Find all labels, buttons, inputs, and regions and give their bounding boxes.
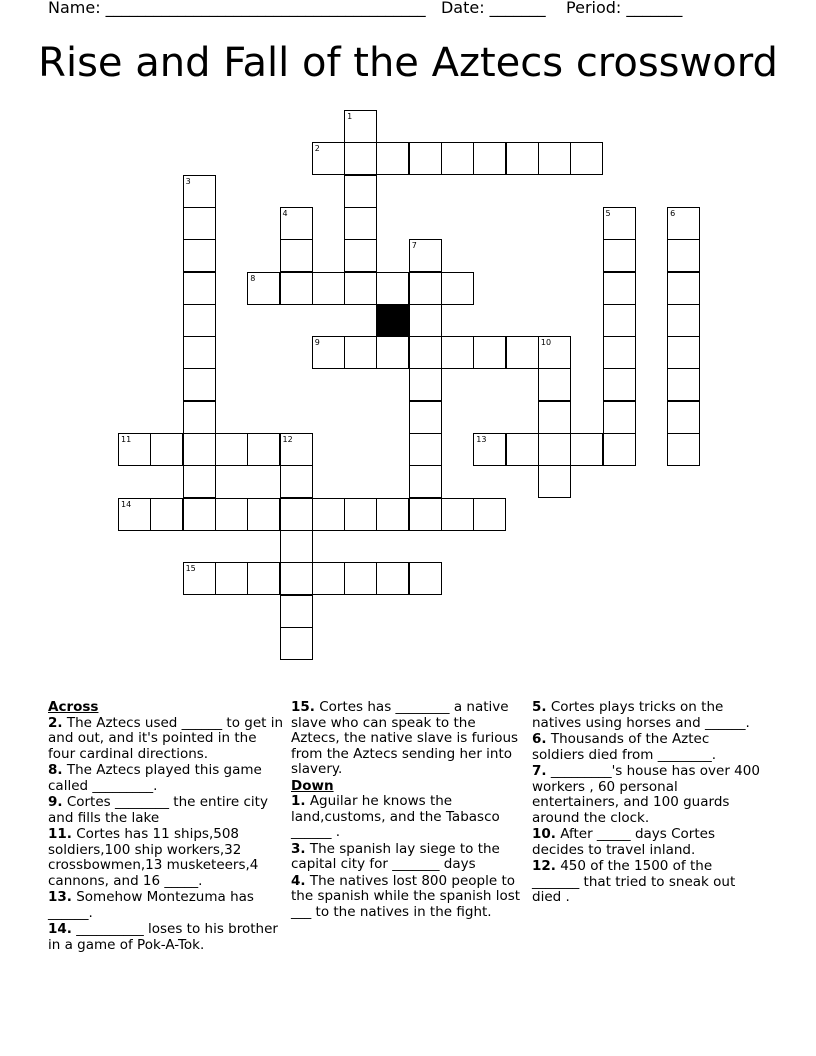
clue-across-13: 13. Somehow Montezuma has ______. (48, 889, 254, 921)
grid-cell[interactable] (183, 433, 216, 466)
clue-down-5: 5. Cortes plays tricks on the natives using horses and ______. (532, 699, 750, 731)
clue-number: 3 (185, 176, 191, 186)
clue-number: 4 (282, 208, 288, 218)
grid-cell[interactable] (344, 239, 377, 272)
clue-down-6: 6. Thousands of the Aztec soldiers died from ________. (532, 731, 717, 763)
clue-number: 9 (314, 338, 320, 348)
clue-number: 6 (670, 208, 676, 218)
grid-cell[interactable] (247, 562, 280, 595)
grid-cell[interactable] (603, 272, 636, 305)
grid-cell[interactable] (344, 142, 377, 175)
clue-number: 1 (347, 112, 353, 121)
down-heading: Down (291, 777, 334, 794)
grid-cell[interactable] (441, 272, 474, 305)
grid-cell[interactable] (506, 433, 539, 466)
grid-cell[interactable] (344, 110, 377, 143)
grid-cell[interactable] (603, 304, 636, 337)
grid-cell[interactable] (667, 304, 700, 337)
grid-cell[interactable] (247, 498, 280, 531)
clue-down-7: 7. _________'s house has over 400 workers , 60 personal entertainers, and 100 guards around the clock. (532, 763, 760, 826)
grid-cell[interactable] (280, 272, 313, 305)
grid-cell[interactable] (215, 498, 248, 531)
grid-cell[interactable] (344, 272, 377, 305)
grid-cell[interactable] (344, 207, 377, 240)
grid-cell[interactable] (183, 562, 216, 595)
grid-cell[interactable] (441, 142, 474, 175)
grid-cell[interactable] (506, 142, 539, 175)
grid-cell[interactable] (538, 336, 571, 369)
grid-cell[interactable] (409, 336, 442, 369)
grid-cell[interactable] (603, 401, 636, 434)
date-field[interactable]: Date: _______ (440, 0, 546, 17)
grid-cell[interactable] (603, 433, 636, 466)
grid-cell[interactable] (312, 272, 345, 305)
grid-cell[interactable] (603, 207, 636, 240)
clues-column-2 (291, 700, 527, 921)
grid-cell-blocked (376, 304, 409, 337)
clue-number: 15 (185, 564, 196, 574)
clue-across-14: 14. __________ loses to his brother in a game of Pok-A-Tok. (48, 921, 278, 953)
grid-cell[interactable] (376, 498, 409, 531)
grid-cell[interactable] (280, 530, 313, 563)
grid-cell[interactable] (409, 498, 442, 531)
clue-across-8: 8. The Aztecs played this game called _________. (48, 762, 262, 794)
grid-cell[interactable] (312, 142, 345, 175)
grid-cell[interactable] (473, 336, 506, 369)
grid-cell[interactable] (409, 304, 442, 337)
clue-number: 8 (250, 273, 256, 283)
grid-cell[interactable] (376, 336, 409, 369)
clue-across-9: 9. Cortes ________ the entire city and fills the lake (48, 794, 268, 826)
name-field[interactable]: Name: ________________________________________ (48, 0, 426, 17)
clue-down-10: 10. After _____ days Cortes decides to travel inland. (532, 826, 715, 858)
grid-cell[interactable] (667, 336, 700, 369)
grid-cell[interactable] (667, 433, 700, 466)
grid-cell[interactable] (118, 498, 151, 531)
clue-number: 14 (121, 499, 132, 509)
grid-cell[interactable] (667, 207, 700, 240)
grid-cell[interactable] (441, 498, 474, 531)
grid-cell[interactable] (280, 498, 313, 531)
across-heading: Across (48, 699, 99, 715)
grid-cell[interactable] (344, 562, 377, 595)
clue-number: 13 (476, 435, 487, 444)
grid-cell[interactable] (183, 239, 216, 272)
grid-cell[interactable] (183, 336, 216, 369)
grid-cell[interactable] (312, 336, 345, 369)
grid-cell[interactable] (409, 562, 442, 595)
grid-cell[interactable] (538, 368, 571, 401)
grid-cell[interactable] (538, 433, 571, 466)
clue-across-11: 11. Cortes has 11 ships,508 soldiers,100 ship workers,32 crossbowmen,13 musketeers,4 cannons, and 16 _____. (48, 826, 259, 889)
grid-cell[interactable] (441, 336, 474, 369)
grid-cell[interactable] (409, 368, 442, 401)
grid-cell[interactable] (247, 272, 280, 305)
grid-cell[interactable] (118, 433, 151, 466)
grid-cell[interactable] (183, 272, 216, 305)
grid-cell[interactable] (183, 465, 216, 498)
grid-cell[interactable] (247, 433, 280, 466)
clue-down-3: 3. The spanish lay siege to the capital city for _______ days (291, 840, 500, 872)
grid-cell[interactable] (183, 304, 216, 337)
grid-cell[interactable] (183, 175, 216, 208)
grid-cell[interactable] (506, 336, 539, 369)
grid-cell[interactable] (280, 207, 313, 240)
grid-cell[interactable] (603, 336, 636, 369)
clue-number: 12 (282, 435, 293, 444)
grid-cell[interactable] (280, 627, 313, 660)
grid-cell[interactable] (280, 562, 313, 595)
clue-number: 11 (121, 435, 132, 444)
grid-cell[interactable] (280, 239, 313, 272)
grid-cell[interactable] (667, 401, 700, 434)
clue-number: 5 (605, 208, 611, 218)
grid-cell[interactable] (312, 562, 345, 595)
grid-cell[interactable] (183, 401, 216, 434)
grid-cell[interactable] (280, 465, 313, 498)
grid-cell[interactable] (150, 498, 183, 531)
grid-cell[interactable] (376, 272, 409, 305)
page-title: Rise and Fall of the Aztecs crossword (38, 40, 778, 86)
clue-across-2: 2. The Aztecs used ______ to get in and out, and it's pointed in the four cardinal directions. (48, 714, 284, 762)
grid-cell[interactable] (183, 498, 216, 531)
grid-cell[interactable] (667, 239, 700, 272)
clue-number: 7 (411, 241, 417, 251)
grid-cell[interactable] (473, 498, 506, 531)
grid-cell[interactable] (538, 401, 571, 434)
period-field[interactable]: Period: _______ (566, 0, 683, 17)
grid-cell[interactable] (409, 272, 442, 305)
grid-cell[interactable] (409, 465, 442, 498)
grid-cell[interactable] (344, 498, 377, 531)
grid-cell[interactable] (376, 562, 409, 595)
grid-cell[interactable] (603, 239, 636, 272)
clue-across-15: 15. Cortes has ________ a native slave who can speak to the Aztecs, the native slave is furious from the Aztecs sending her into slavery. (291, 699, 519, 777)
clue-number: 10 (540, 338, 552, 348)
grid-cell[interactable] (215, 562, 248, 595)
clue-down-4: 4. The natives lost 800 people to the spanish while the spanish lost ___ to the natives in the fight. (291, 872, 521, 920)
clue-down-1: 1. Aguilar he knows the land,customs, and the Tabasco ______ . (291, 793, 500, 840)
clue-number: 2 (314, 144, 320, 154)
grid-cell[interactable] (473, 433, 506, 466)
grid-cell[interactable] (183, 368, 216, 401)
grid-cell[interactable] (344, 175, 377, 208)
grid-cell[interactable] (344, 336, 377, 369)
grid-cell[interactable] (215, 433, 248, 466)
grid-cell[interactable] (312, 498, 345, 531)
grid-cell[interactable] (280, 433, 313, 466)
grid-cell[interactable] (183, 207, 216, 240)
grid-cell[interactable] (538, 142, 571, 175)
grid-cell[interactable] (570, 142, 603, 175)
grid-cell[interactable] (538, 465, 571, 498)
grid-cell[interactable] (667, 368, 700, 401)
grid-cell[interactable] (603, 368, 636, 401)
grid-cell[interactable] (473, 142, 506, 175)
clues-column-3 (532, 700, 762, 907)
clues-column-1 (48, 700, 284, 954)
grid-cell[interactable] (409, 142, 442, 175)
grid-cell[interactable] (280, 595, 313, 628)
grid-cell[interactable] (570, 433, 603, 466)
grid-cell[interactable] (667, 272, 700, 305)
grid-cell[interactable] (409, 401, 442, 434)
grid-cell[interactable] (150, 433, 183, 466)
grid-cell[interactable] (409, 239, 442, 272)
grid-cell[interactable] (409, 433, 442, 466)
clue-down-12: 12. 450 of the 1500 of the _______ that tried to sneak out died . (532, 858, 736, 905)
grid-cell[interactable] (376, 142, 409, 175)
